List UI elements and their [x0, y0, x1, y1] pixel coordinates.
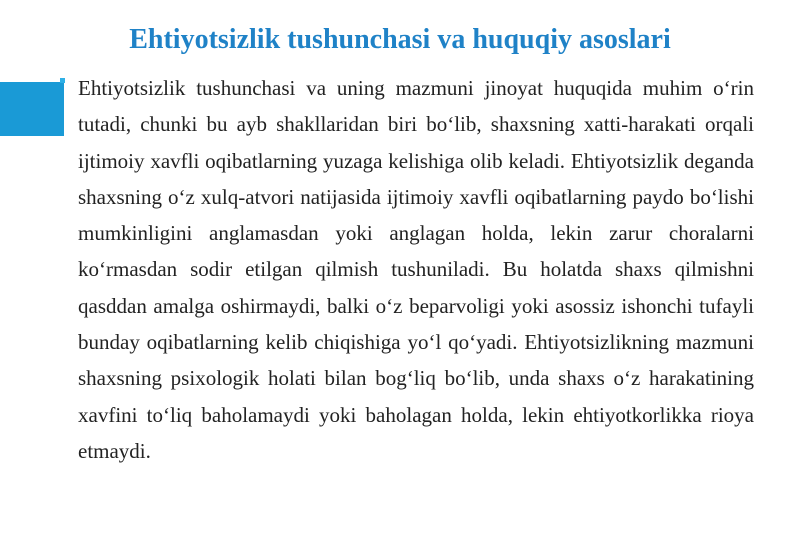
slide-title: Ehtiyotsizlik tushunchasi va huquqiy asoslari: [129, 24, 671, 55]
bullet-marker: [60, 78, 65, 83]
accent-block: [0, 82, 64, 136]
body-paragraph: Ehtiyotsizlik tushunchasi va uning mazmuni jinoyat huquqida muhim o‘rin tutadi, chunki bu ayb shakllaridan biri bo‘lib, shaxsning xatti-harakati orqali ijtimoiy xavfli oqibatlarning yuzaga kelishiga olib keladi. Ehtiyotsizlik deganda shaxsning o‘z xulq-atvori natijasida ijtimoiy xavfli oqibatlarning paydo bo‘lishi mumkinligini anglamasdan yoki anglagan holda, lekin zarur choralarni ko‘rmasdan sodir etilgan qilmish tushuniladi. Bu holatda shaxs qilmishni qasddan amalga oshirmaydi, balki o‘z beparvoligi yoki asossiz ishonchi tufayli bunday oqibatlarning kelib chiqishiga yo‘l qo‘yadi. Ehtiyotsizlikning mazmuni shaxsning psixologik holati bilan bog‘liq bo‘lib, unda shaxs o‘z harakatining xavfini to‘liq baholamaydi yoki baholagan holda, lekin ehtiyotkorlikka rioya etmaydi.: [78, 76, 754, 463]
